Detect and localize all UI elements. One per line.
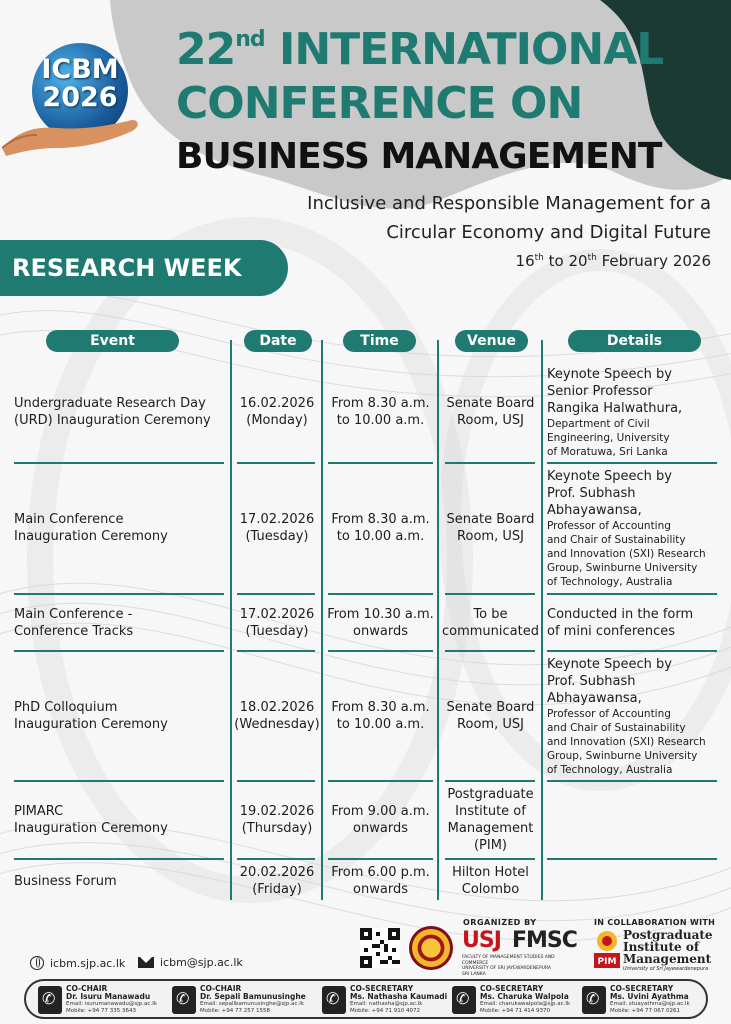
cell-line: onwards [353,623,408,639]
row-separator [328,780,433,782]
row-separator [14,780,224,782]
conference-dates: 16th to 20th February 2026 [515,252,711,270]
cell-line: Hilton Hotel [452,865,529,880]
cell-venue [439,786,542,854]
cell-line: Senate Board [446,512,535,527]
cell-date [232,395,322,429]
header-event: Event [46,330,179,352]
cell-line: (Tuesday) [245,623,309,639]
cell-line: Undergraduate Research Day [14,396,206,411]
cell-line: (Thursday) [241,821,313,836]
contact-name: Ms. Charuka Walpola [480,992,569,1001]
details-line: Keynote Speech by [547,468,672,484]
row-separator [237,858,315,860]
pim-university: University of Sri Jayewardenepura [623,966,709,972]
cell-line: From 8.30 a.m. [331,512,430,527]
cell-line: Management [447,821,534,836]
cell-event [14,803,228,837]
cell-date [232,606,322,640]
cell-date [232,864,322,898]
cell-line: Institute of [455,804,526,819]
globe-icon [30,956,44,970]
header-time: Time [343,330,416,352]
details-affiliation-line: of Moratuwa, Sri Lanka [547,445,668,458]
contact-email[interactable]: Email: isurumanawadu@sjp.ac.lk [66,1001,157,1007]
details-affiliation-line: Group, Swinburne University [547,561,698,574]
cell-time [323,606,438,640]
header-venue: Venue [455,330,528,352]
cell-line: PIMARC [14,804,64,819]
row-separator [328,650,433,652]
row-separator [445,858,535,860]
pim-name: Postgraduate Institute of Management [623,928,713,966]
details-affiliation-line: Professor of Accounting [547,519,671,532]
cell-line: Main Conference [14,512,124,527]
row-separator [14,462,224,464]
theme-line-2: Circular Economy and Digital Future [386,222,711,243]
header-details: Details [568,330,701,352]
email-contact[interactable] [138,956,243,969]
cell-line: Conference Tracks [14,623,134,639]
row-separator [547,780,717,782]
phone-icon [322,986,346,1014]
cell-line: From 10.30 a.m. [327,606,434,622]
cell-line: to 10.00 a.m. [336,717,425,732]
row-separator [237,462,315,464]
cell-line: To be [473,606,508,622]
usj-seal-icon [409,926,453,970]
row-separator [328,462,433,464]
icbm-logo [2,40,142,155]
contact-mobile[interactable]: Mobile: +94 71 910 4072 [350,1008,420,1014]
header-date: Date [244,330,312,352]
cell-line: (Wednesday) [234,717,320,732]
contact-email[interactable]: Email: stuayathma@sjp.ac.lk [610,1001,690,1007]
cell-line: Business Forum [14,873,117,889]
cell-line: communicated [442,623,539,639]
fmsc-wordmark: FMSC [512,928,577,953]
cell-venue [439,511,542,545]
envelope-icon [138,957,154,968]
footer-contact-card [322,984,448,1016]
cell-details [547,468,727,589]
cell-line: Senate Board [446,396,535,411]
cell-line: (PIM) [473,838,508,853]
details-line: Abhayawansa, [547,502,642,518]
cell-line: to 10.00 a.m. [336,413,425,428]
details-line: Senior Professor [547,383,653,399]
cell-time [323,395,438,429]
cell-line: onwards [353,821,408,836]
title-line-3: BUSINESS MANAGEMENT [176,136,662,177]
details-affiliation-line: Group, Swinburne University [547,749,698,762]
details-line: Prof. Subhash [547,485,636,501]
phone-icon [452,986,476,1014]
row-separator [328,858,433,860]
contact-name: Ms. Uvini Ayathma [610,992,689,1001]
contact-email[interactable]: Email: charukawalpola@sjp.ac.lk [480,1001,571,1007]
row-separator [237,593,315,595]
cell-line: 18.02.2026 [239,700,315,715]
cell-line: (Friday) [252,882,302,897]
row-separator [14,858,224,860]
logo-text-year: 2026 [42,82,118,113]
contact-name: Ms. Nathasha Kaumadi [350,992,448,1001]
organized-by-label: ORGANIZED BY [463,918,537,927]
cell-event [14,395,228,429]
contact-role: CO-SECRETARY [350,984,414,993]
footer-contact-card [38,984,164,1016]
row-separator [445,650,535,652]
cell-time [323,699,438,733]
cell-venue [439,699,542,733]
cell-line: onwards [353,882,408,897]
details-affiliation-line: and Chair of Sustainability [547,533,686,546]
cell-line: From 6.00 p.m. [331,865,430,880]
details-affiliation-line: and Innovation (SXI) Research [547,547,706,560]
cell-time [323,511,438,545]
collaboration-label: IN COLLABORATION WITH [594,918,716,927]
contact-mobile[interactable]: Mobile: +94 77 257 1558 [200,1008,270,1014]
details-affiliation-line: Professor of Accounting [547,707,671,720]
contact-mobile[interactable]: Mobile: +94 77 067 0261 [610,1008,680,1014]
cell-line: Room, USJ [457,529,524,544]
cell-line: Room, USJ [457,717,524,732]
contact-email[interactable]: Email: nathasha@sjp.ac.lk [350,1001,423,1007]
cell-line: 17.02.2026 [239,606,315,622]
cell-time [323,803,438,837]
cell-details [547,606,727,640]
qr-code-icon[interactable] [360,928,400,968]
details-affiliation-line: and Chair of Sustainability [547,721,686,734]
cell-line: Postgraduate [447,787,534,802]
cell-line: (Monday) [246,413,308,428]
row-separator [14,593,224,595]
cell-line: Senate Board [446,700,535,715]
research-week-title: RESEARCH WEEK [12,254,242,282]
row-separator [547,650,717,652]
cell-line: 19.02.2026 [239,804,315,819]
row-separator [14,650,224,652]
phone-icon [38,986,62,1014]
row-separator [237,780,315,782]
row-separator [237,650,315,652]
pim-badge-text: PIM [597,957,617,967]
cell-details [547,656,727,777]
phone-icon [172,986,196,1014]
cell-line: to 10.00 a.m. [336,529,425,544]
faculty-name: FACULTY OF MANAGEMENT STUDIES AND COMMERCE UNIVERSITY OF SRI JAYEWARDENEPURA SRI LANKA [462,955,555,977]
email-link[interactable]: icbm@sjp.ac.lk [160,956,243,969]
cell-line: PhD Colloquium [14,700,118,715]
details-line: Keynote Speech by [547,656,672,672]
cell-date [232,511,322,545]
cell-date [232,803,322,837]
cell-venue [439,606,542,640]
cell-line: From 8.30 a.m. [331,396,430,411]
cell-event [14,511,228,545]
details-affiliation-line: Engineering, University [547,431,670,444]
cell-line: 17.02.2026 [239,512,315,527]
contact-role: CO-SECRETARY [480,984,544,993]
cell-line: Room, USJ [457,413,524,428]
cell-date [232,699,322,733]
cell-line: (Tuesday) [245,529,309,544]
details-line: of mini conferences [547,623,676,639]
cell-line: From 8.30 a.m. [331,700,430,715]
details-line: Rangika Halwathura, [547,400,683,416]
row-separator [547,593,717,595]
cell-event [14,699,228,733]
phone-icon [582,986,606,1014]
hand-icon [2,108,142,156]
contact-mobile[interactable]: Mobile: +94 77 335 3643 [66,1008,136,1014]
title-line-1: 22nd INTERNATIONAL [176,24,664,75]
row-separator [445,593,535,595]
cell-event [14,873,228,890]
row-separator [328,593,433,595]
details-affiliation-line: Department of Civil [547,417,650,430]
cell-line: Main Conference - [14,606,133,622]
cell-time [323,864,438,898]
contact-role: CO-CHAIR [66,984,108,993]
footer-contact-card [582,984,708,1016]
contact-mobile[interactable]: Mobile: +94 71 414 9370 [480,1008,550,1014]
cell-line: Inauguration Ceremony [14,529,168,544]
logo-text-icbm: ICBM [41,54,119,85]
cell-line: From 9.00 a.m. [331,804,430,819]
contact-role: CO-SECRETARY [610,984,674,993]
details-line: Conducted in the form [547,606,694,622]
cell-event [14,606,228,640]
cell-line: (URD) Inauguration Ceremony [14,413,211,428]
cell-venue [439,395,542,429]
title-line-2: CONFERENCE ON [176,78,583,129]
contact-name: Dr. Sepali Bamunusinghe [200,992,306,1001]
cell-line: Colombo [461,882,520,897]
contact-role: CO-CHAIR [200,984,242,993]
row-separator [445,462,535,464]
details-line: Keynote Speech by [547,366,672,382]
row-separator [445,780,535,782]
cell-venue [439,864,542,898]
row-separator [547,858,717,860]
details-line: Prof. Subhash [547,673,636,689]
row-separator [547,462,717,464]
pim-logo-icon [594,930,620,968]
details-affiliation-line: and Innovation (SXI) Research [547,735,706,748]
footer-contact-card [172,984,306,1016]
details-affiliation-line: of Technology, Australia [547,575,673,588]
cell-details [547,366,727,459]
website-contact[interactable] [30,956,125,970]
contact-name: Dr. Isuru Manawadu [66,992,151,1001]
details-line: Abhayawansa, [547,690,642,706]
footer-contact-card [452,984,578,1016]
cell-line: 16.02.2026 [239,396,315,411]
cell-line: Inauguration Ceremony [14,717,168,732]
usj-wordmark: USJ [462,928,501,953]
website-link[interactable]: icbm.sjp.ac.lk [50,956,126,970]
contact-email[interactable]: Email: sepalibamunusinghe@sjp.ac.lk [200,1001,304,1007]
cell-line: 20.02.2026 [239,865,315,880]
cell-line: Inauguration Ceremony [14,821,168,836]
details-affiliation-line: of Technology, Australia [547,763,673,776]
theme-line-1: Inclusive and Responsible Management for a [307,193,711,214]
